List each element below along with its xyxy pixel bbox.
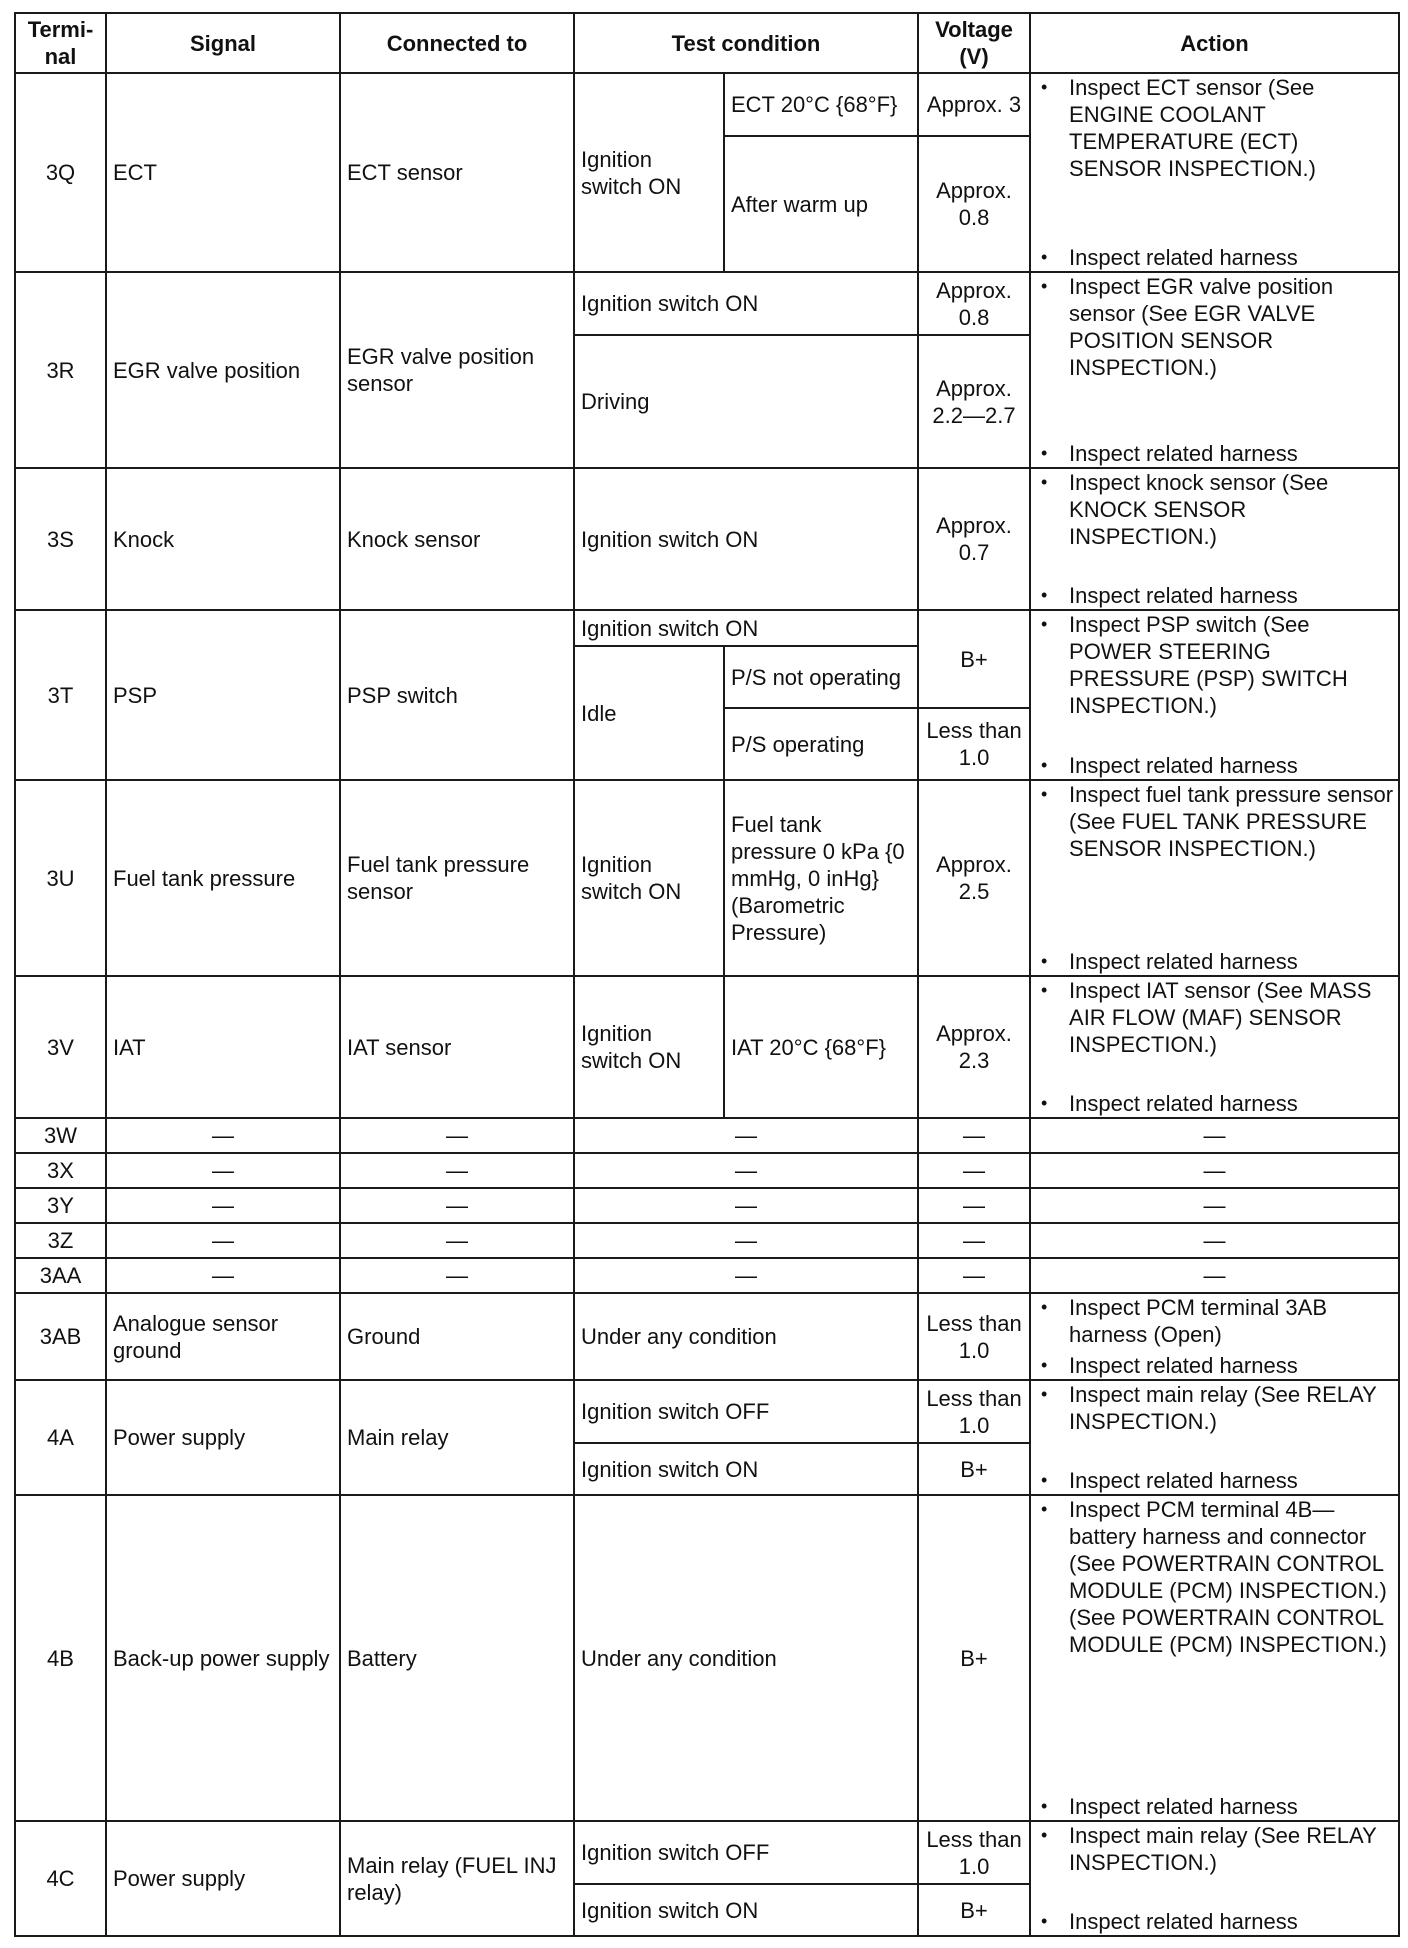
action-item: • Inspect ECT sensor (See ENGINE COOLANT TEMPERATURE (ECT) SENSOR INSPECTION.): [1041, 75, 1316, 181]
voltage-cell: Less than 1.0: [918, 1821, 1030, 1884]
action-item: • Inspect related harness: [1041, 1468, 1298, 1493]
action-item: • Inspect PCM terminal 4B—battery harness and connector (See POWERTRAIN CONTROL MODULE (PCM) INSPECTION.) (See POWERTRAIN CONTROL MODULE (PCM) INSPECTION.): [1041, 1497, 1387, 1657]
condition-cell: —: [574, 1223, 918, 1258]
table-row: [15, 1821, 1399, 1884]
action-item: • Inspect related harness: [1041, 753, 1298, 778]
table-row: [15, 1380, 1399, 1443]
action-cell: [1030, 780, 1399, 976]
signal-cell: EGR valve position: [106, 272, 340, 468]
condition-cell: Under any condition: [574, 1293, 918, 1380]
signal-cell: Knock: [106, 468, 340, 610]
condition-cell: —: [574, 1258, 918, 1293]
voltage-cell: Approx. 2.5: [918, 780, 1030, 976]
connected-cell: Battery: [340, 1495, 574, 1821]
action-item: • Inspect fuel tank pressure sensor (See FUEL TANK PRESSURE SENSOR INSPECTION.): [1041, 782, 1394, 861]
action-item: • Inspect related harness: [1041, 1091, 1298, 1116]
signal-cell: ECT: [106, 73, 340, 272]
action-item: • Inspect IAT sensor (See MASS AIR FLOW (MAF) SENSOR INSPECTION.): [1041, 978, 1372, 1057]
action-cell: —: [1030, 1258, 1399, 1293]
action-item: • Inspect related harness: [1041, 441, 1298, 466]
action-cell: —: [1030, 1153, 1399, 1188]
action-item: • Inspect EGR valve position sensor (See EGR VALVE POSITION SENSOR INSPECTION.): [1041, 274, 1334, 380]
condition-cell: Ignition switch ON: [574, 468, 918, 610]
header-connected-to: Connected to: [340, 13, 574, 73]
voltage-cell: —: [918, 1153, 1030, 1188]
action-item: • Inspect related harness: [1041, 1353, 1298, 1378]
voltage-cell: B+: [918, 1443, 1030, 1495]
connected-cell: Main relay: [340, 1380, 574, 1495]
connected-cell: IAT sensor: [340, 976, 574, 1118]
table-row: [15, 1118, 1399, 1153]
condition-cell: Idle: [574, 646, 724, 780]
terminal-cell: 3V: [15, 976, 106, 1118]
terminal-cell: 3Z: [15, 1223, 106, 1258]
header-test-condition: Test condition: [574, 13, 918, 73]
condition-cell: —: [574, 1118, 918, 1153]
action-cell: [1030, 1495, 1399, 1821]
signal-cell: —: [106, 1223, 340, 1258]
terminal-cell: 3AA: [15, 1258, 106, 1293]
action-item: • Inspect main relay (See RELAY INSPECTION.): [1041, 1823, 1377, 1875]
terminal-cell: 4B: [15, 1495, 106, 1821]
action-cell: [1030, 73, 1399, 272]
voltage-cell: Approx. 0.7: [918, 468, 1030, 610]
signal-cell: Power supply: [106, 1821, 340, 1936]
voltage-cell: —: [918, 1188, 1030, 1223]
voltage-cell: —: [918, 1118, 1030, 1153]
voltage-cell: Approx. 2.3: [918, 976, 1030, 1118]
header-signal: Signal: [106, 13, 340, 73]
action-item: • Inspect main relay (See RELAY INSPECTION.): [1041, 1382, 1377, 1434]
terminal-cell: 3Y: [15, 1188, 106, 1223]
voltage-cell: Less than 1.0: [918, 1380, 1030, 1443]
action-cell: —: [1030, 1188, 1399, 1223]
terminal-cell: 3U: [15, 780, 106, 976]
terminal-cell: 4C: [15, 1821, 106, 1936]
action-cell: [1030, 468, 1399, 610]
action-cell: [1030, 272, 1399, 468]
table-row: [15, 468, 1399, 610]
signal-cell: PSP: [106, 610, 340, 780]
sub-condition-cell: P/S operating: [724, 708, 918, 780]
condition-cell: Under any condition: [574, 1495, 918, 1821]
table-row: [15, 780, 1399, 976]
connected-cell: Ground: [340, 1293, 574, 1380]
voltage-cell: Approx. 0.8: [918, 136, 1030, 272]
table-row: [15, 272, 1399, 335]
action-item: • Inspect related harness: [1041, 1909, 1298, 1934]
condition-cell: Ignition switch OFF: [574, 1380, 918, 1443]
table-row: [15, 1153, 1399, 1188]
terminal-cell: 3X: [15, 1153, 106, 1188]
voltage-cell: B+: [918, 1495, 1030, 1821]
action-cell: —: [1030, 1118, 1399, 1153]
connected-cell: PSP switch: [340, 610, 574, 780]
connected-cell: —: [340, 1153, 574, 1188]
table-row: [15, 610, 1399, 646]
action-cell: [1030, 1821, 1399, 1936]
connected-cell: EGR valve position sensor: [340, 272, 574, 468]
action-item: • Inspect related harness: [1041, 245, 1298, 270]
voltage-cell: B+: [918, 1884, 1030, 1936]
signal-cell: Back-up power supply: [106, 1495, 340, 1821]
action-cell: [1030, 610, 1399, 780]
signal-cell: Fuel tank pressure: [106, 780, 340, 976]
action-cell: [1030, 976, 1399, 1118]
condition-cell: Ignition switch ON: [574, 610, 918, 646]
connected-cell: Fuel tank pressure sensor: [340, 780, 574, 976]
connected-cell: Knock sensor: [340, 468, 574, 610]
signal-cell: —: [106, 1153, 340, 1188]
action-cell: [1030, 1293, 1399, 1380]
signal-cell: IAT: [106, 976, 340, 1118]
condition-cell: Ignition switch ON: [574, 73, 724, 272]
voltage-cell: Approx. 2.2—2.7: [918, 335, 1030, 468]
connected-cell: —: [340, 1118, 574, 1153]
header-row: [15, 13, 1399, 73]
table-row: [15, 1495, 1399, 1821]
action-item: • Inspect related harness: [1041, 1794, 1298, 1819]
connected-cell: ECT sensor: [340, 73, 574, 272]
sub-condition-cell: P/S not operating: [724, 646, 918, 708]
table-row: [15, 976, 1399, 1118]
voltage-cell: Approx. 3: [918, 73, 1030, 136]
terminal-cell: 3T: [15, 610, 106, 780]
condition-cell: Ignition switch OFF: [574, 1821, 918, 1884]
voltage-cell: Approx. 0.8: [918, 272, 1030, 335]
condition-cell: Ignition switch ON: [574, 780, 724, 976]
table-row: [15, 1223, 1399, 1258]
header-terminal: Termi-nal: [15, 13, 106, 73]
voltage-cell: —: [918, 1223, 1030, 1258]
terminal-cell: 3S: [15, 468, 106, 610]
condition-cell: Driving: [574, 335, 918, 468]
table-row: [15, 1188, 1399, 1223]
terminal-cell: 3R: [15, 272, 106, 468]
terminal-voltage-table: [14, 12, 1400, 1937]
voltage-cell: Less than 1.0: [918, 708, 1030, 780]
voltage-cell: Less than 1.0: [918, 1293, 1030, 1380]
condition-cell: Ignition switch ON: [574, 976, 724, 1118]
signal-cell: Power supply: [106, 1380, 340, 1495]
connected-cell: —: [340, 1223, 574, 1258]
action-cell: [1030, 1380, 1399, 1495]
action-item: • Inspect knock sensor (See KNOCK SENSOR INSPECTION.): [1041, 470, 1329, 549]
sub-condition-cell: ECT 20°C {68°F}: [724, 73, 918, 136]
connected-cell: —: [340, 1188, 574, 1223]
terminal-cell: 4A: [15, 1380, 106, 1495]
connected-cell: Main relay (FUEL INJ relay): [340, 1821, 574, 1936]
table-row: [15, 73, 1399, 136]
voltage-cell: B+: [918, 610, 1030, 708]
voltage-cell: —: [918, 1258, 1030, 1293]
table-row: [15, 1258, 1399, 1293]
table-row: [15, 1293, 1399, 1380]
action-item: • Inspect PSP switch (See POWER STEERING PRESSURE (PSP) SWITCH INSPECTION.): [1041, 612, 1348, 718]
signal-cell: —: [106, 1188, 340, 1223]
action-item: • Inspect related harness: [1041, 949, 1298, 974]
terminal-cell: 3W: [15, 1118, 106, 1153]
condition-cell: —: [574, 1188, 918, 1223]
header-action: Action: [1030, 13, 1399, 73]
condition-cell: —: [574, 1153, 918, 1188]
terminal-cell: 3AB: [15, 1293, 106, 1380]
signal-cell: —: [106, 1258, 340, 1293]
sub-condition-cell: Fuel tank pressure 0 kPa {0 mmHg, 0 inHg} (Barometric Pressure): [724, 780, 918, 976]
terminal-cell: 3Q: [15, 73, 106, 272]
action-item: • Inspect related harness: [1041, 583, 1298, 608]
signal-cell: Analogue sensor ground: [106, 1293, 340, 1380]
condition-cell: Ignition switch ON: [574, 1443, 918, 1495]
action-item: • Inspect PCM terminal 3AB harness (Open): [1041, 1295, 1327, 1347]
action-cell: —: [1030, 1223, 1399, 1258]
connected-cell: —: [340, 1258, 574, 1293]
header-voltage: Voltage (V): [918, 13, 1030, 73]
sub-condition-cell: After warm up: [724, 136, 918, 272]
condition-cell: Ignition switch ON: [574, 272, 918, 335]
signal-cell: —: [106, 1118, 340, 1153]
condition-cell: Ignition switch ON: [574, 1884, 918, 1936]
sub-condition-cell: IAT 20°C {68°F}: [724, 976, 918, 1118]
